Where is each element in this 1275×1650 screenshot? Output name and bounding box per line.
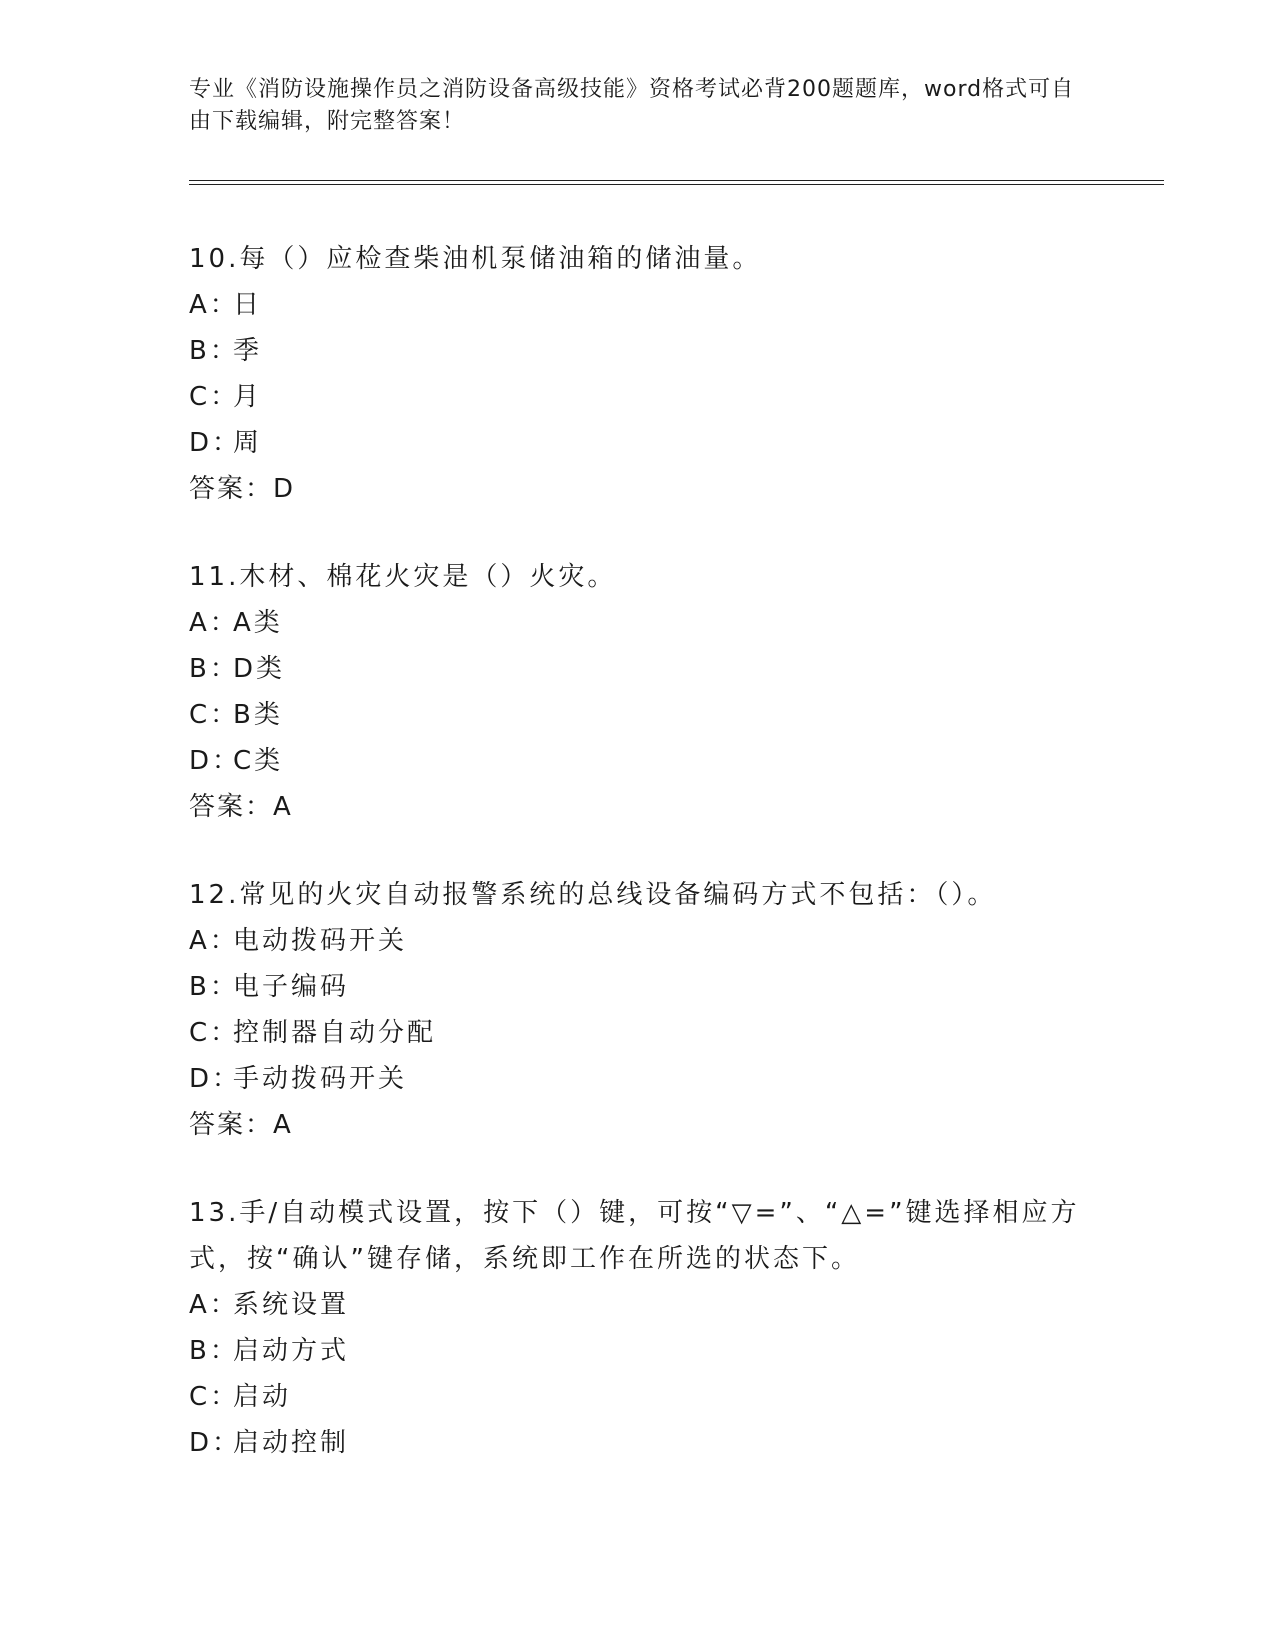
option-a xyxy=(189,600,1089,646)
option-d xyxy=(189,1420,1089,1466)
option-text: D类 xyxy=(233,654,286,684)
option-key: A： xyxy=(189,608,239,638)
answer-line: 答案：A xyxy=(189,1110,293,1140)
option-key: D： xyxy=(189,428,242,458)
option-text: 电动拨码开关 xyxy=(233,926,408,956)
option-key: B： xyxy=(189,336,239,366)
option-a xyxy=(189,1282,1089,1328)
option-text: 季 xyxy=(233,336,263,366)
option-d xyxy=(189,738,1089,784)
option-key: A： xyxy=(189,1290,239,1320)
option-key: B： xyxy=(189,972,239,1002)
option-b xyxy=(189,328,1089,374)
option-d xyxy=(189,1056,1089,1102)
option-key: D： xyxy=(189,746,242,776)
option-b xyxy=(189,1328,1089,1374)
option-c xyxy=(189,1010,1089,1056)
option-c xyxy=(189,374,1089,420)
option-text: A类 xyxy=(233,608,283,638)
option-key: C： xyxy=(189,700,240,730)
question-item xyxy=(189,1190,1089,1466)
option-a xyxy=(189,282,1089,328)
option-b xyxy=(189,964,1089,1010)
option-text: C类 xyxy=(233,746,284,776)
option-key: A： xyxy=(189,290,239,320)
header-divider xyxy=(189,180,1164,185)
option-key: B： xyxy=(189,654,239,684)
question-item xyxy=(189,236,1089,512)
option-key: C： xyxy=(189,1018,240,1048)
document-header-title: 专业《消防设施操作员之消防设备高级技能》资格考试必背200题题库，word格式可自由下载编辑，附完整答案！ xyxy=(189,77,1075,134)
option-text: 电子编码 xyxy=(233,972,350,1002)
option-text: 控制器自动分配 xyxy=(233,1018,437,1048)
option-key: D： xyxy=(189,1428,242,1458)
option-key: A： xyxy=(189,926,239,956)
option-text: B类 xyxy=(233,700,283,730)
option-text: 周 xyxy=(233,428,263,458)
question-stem: 10.每（）应检查柴油机泵储油箱的储油量。 xyxy=(189,244,762,274)
option-key: C： xyxy=(189,382,240,412)
option-text: 日 xyxy=(233,290,263,320)
answer-line: 答案：A xyxy=(189,792,293,822)
option-d xyxy=(189,420,1089,466)
question-stem: 13.手/自动模式设置，按下（）键，可按“▽=”、“△=”键选择相应方式，按“确认”键存储，系统即工作在所选的状态下。 xyxy=(189,1198,1080,1274)
question-item xyxy=(189,872,1089,1148)
option-b xyxy=(189,646,1089,692)
answer-line: 答案：D xyxy=(189,474,296,504)
option-key: B： xyxy=(189,1336,239,1366)
option-a xyxy=(189,918,1089,964)
option-text: 系统设置 xyxy=(233,1290,350,1320)
option-text: 启动方式 xyxy=(233,1336,350,1366)
option-c xyxy=(189,692,1089,738)
question-stem: 11.木材、棉花火灾是（）火灾。 xyxy=(189,562,617,592)
option-text: 启动控制 xyxy=(233,1428,350,1458)
option-c xyxy=(189,1374,1089,1420)
option-text: 启动 xyxy=(233,1382,292,1412)
question-stem: 12.常见的火灾自动报警系统的总线设备编码方式不包括：（）。 xyxy=(189,880,997,910)
question-list xyxy=(189,236,1089,1508)
option-text: 月 xyxy=(233,382,263,412)
option-text: 手动拨码开关 xyxy=(233,1064,408,1094)
option-key: D： xyxy=(189,1064,242,1094)
question-item xyxy=(189,554,1089,830)
option-key: C： xyxy=(189,1382,240,1412)
